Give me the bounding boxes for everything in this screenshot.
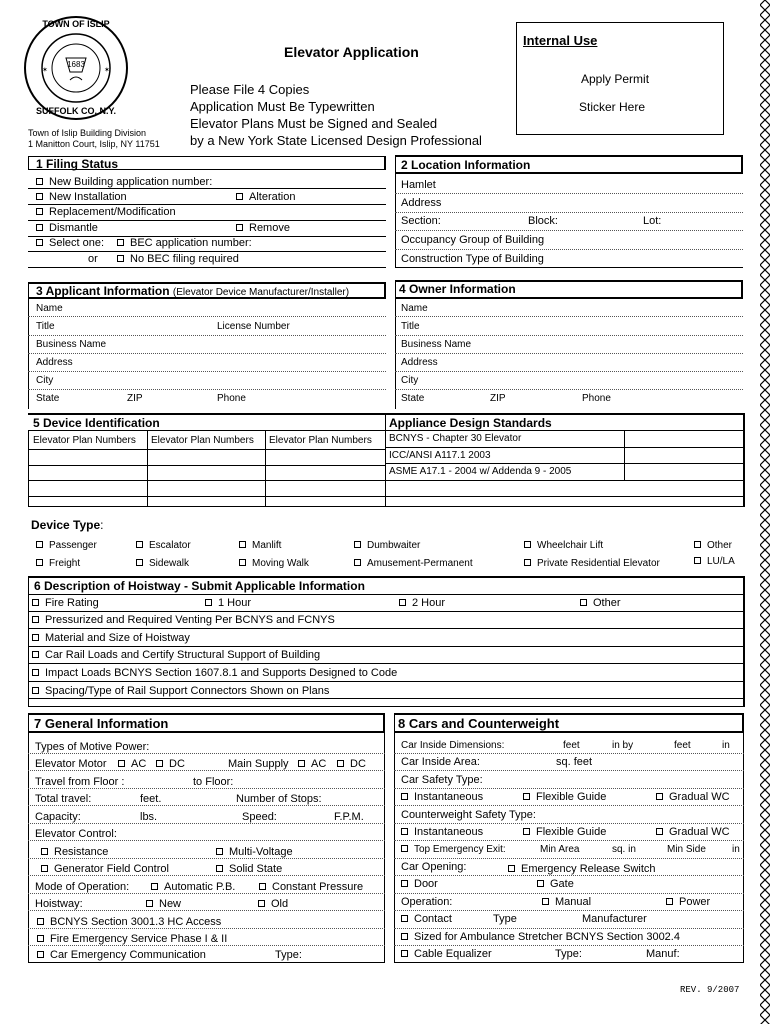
select-one-checkbox[interactable]: [36, 239, 43, 246]
hoistway-new-label: New: [159, 898, 182, 910]
new-installation-checkbox[interactable]: [36, 193, 43, 200]
moving-walk-checkbox[interactable]: [239, 559, 246, 566]
applicant-name-field[interactable]: Name: [36, 303, 63, 314]
fire-rating-label: Fire Rating: [45, 597, 99, 609]
manual-label: Manual: [555, 896, 592, 908]
address-field[interactable]: Address: [401, 197, 442, 209]
cw-gradual-wc-label: Gradual WC: [669, 826, 730, 838]
power-checkbox[interactable]: [666, 898, 673, 905]
applicant-state-field[interactable]: State: [36, 393, 60, 404]
applicant-title-field[interactable]: Title: [36, 321, 55, 332]
escalator-checkbox[interactable]: [136, 541, 143, 548]
moving-walk-label: Moving Walk: [252, 558, 309, 569]
owner-city-field[interactable]: City: [401, 375, 419, 386]
lu-la-label: LU/LA: [707, 556, 735, 567]
dim-in-by-label: in by: [612, 740, 634, 751]
contact-type-label[interactable]: Type: [493, 913, 517, 925]
stretcher-checkbox[interactable]: [401, 933, 408, 940]
new-building-checkbox[interactable]: [36, 178, 43, 185]
dumbwaiter-checkbox[interactable]: [354, 541, 361, 548]
contact-checkbox[interactable]: [401, 915, 408, 922]
mode-of-operation-label: Mode of Operation:: [35, 881, 130, 893]
bec-application-label: BEC application number:: [130, 237, 252, 249]
form-title: Elevator Application: [284, 44, 419, 60]
other-rating-label: Other: [593, 597, 621, 609]
new-installation-label: New Installation: [49, 191, 127, 203]
travel-from-label[interactable]: Travel from Floor :: [35, 776, 125, 788]
pressurized-label: Pressurized and Required Venting Per BCNYS and FCNYS: [45, 614, 335, 626]
one-hour-checkbox[interactable]: [205, 599, 212, 606]
cable-equalizer-checkbox[interactable]: [401, 950, 408, 957]
two-hour-label: 2 Hour: [412, 597, 446, 609]
owner-address-field[interactable]: Address: [401, 357, 438, 368]
plan-numbers-header-3: Elevator Plan Numbers: [269, 435, 372, 446]
dim-feet-label-2: feet: [674, 740, 691, 751]
applicant-phone-field[interactable]: Phone: [217, 393, 246, 404]
stretcher-label: Sized for Ambulance Stretcher BCNYS Section 3002.4: [414, 931, 680, 943]
fpm-label: F.P.M.: [334, 811, 364, 823]
alteration-label: Alteration: [249, 191, 296, 203]
escalator-label: Escalator: [149, 540, 191, 551]
manlift-checkbox[interactable]: [239, 541, 246, 548]
car-rail-loads-label: Car Rail Loads and Certify Structural Support of Building: [45, 649, 321, 661]
main-supply-label: Main Supply: [228, 758, 289, 770]
constant-pressure-label: Constant Pressure: [272, 881, 364, 893]
cw-instantaneous-label: Instantaneous: [414, 826, 484, 838]
elevator-motor-label: Elevator Motor: [35, 758, 107, 770]
number-of-stops-label[interactable]: Number of Stops:: [236, 793, 322, 805]
location-title: 2 Location Information: [401, 158, 531, 172]
owner-phone-field[interactable]: Phone: [582, 393, 611, 404]
top-exit-checkbox[interactable]: [401, 845, 408, 852]
spacing-type-checkbox[interactable]: [32, 687, 39, 694]
resistance-label: Resistance: [54, 846, 109, 858]
total-travel-label[interactable]: Total travel:: [35, 793, 92, 805]
cw-gradual-wc-checkbox[interactable]: [656, 828, 663, 835]
two-hour-checkbox[interactable]: [399, 599, 406, 606]
freight-checkbox[interactable]: [36, 559, 43, 566]
owner-name-field[interactable]: Name: [401, 303, 428, 314]
emergency-release-checkbox[interactable]: [508, 865, 515, 872]
division-name: Town of Islip Building Division: [28, 128, 147, 138]
replacement-checkbox[interactable]: [36, 208, 43, 215]
multi-voltage-label: Multi-Voltage: [229, 846, 293, 858]
standard-icc-ansi: ICC/ANSI A117.1 2003: [389, 450, 491, 461]
select-one-label: Select one:: [49, 237, 105, 249]
remove-label: Remove: [249, 222, 290, 234]
manufacturer-label[interactable]: Manufacturer: [582, 913, 647, 925]
owner-state-field[interactable]: State: [401, 393, 425, 404]
design-standards-title: Appliance Design Standards: [389, 416, 552, 430]
town-seal-icon: [22, 14, 130, 122]
standard-bcnys: BCNYS - Chapter 30 Elevator: [389, 433, 522, 444]
feet-label: feet.: [140, 793, 162, 805]
division-address: 1 Manitton Court, Islip, NY 11751: [28, 139, 160, 149]
motor-dc-label: DC: [169, 758, 185, 770]
applicant-title: 3 Applicant Information: [36, 284, 170, 298]
internal-use-title: Internal Use: [523, 33, 598, 48]
apply-permit-text: Apply Permit: [581, 72, 650, 86]
cars-counterweight-title: 8 Cars and Counterweight: [398, 716, 560, 731]
gate-label: Gate: [550, 878, 574, 890]
plan-numbers-header-2: Elevator Plan Numbers: [151, 435, 254, 446]
instruction-4: by a New York State Licensed Design Professional: [190, 133, 482, 148]
manual-checkbox[interactable]: [542, 898, 549, 905]
car-inside-dimensions-label[interactable]: Car Inside Dimensions:: [401, 740, 505, 751]
seal-bottom-text: SUFFOLK CO. N.Y.: [35, 106, 117, 116]
car-instantaneous-checkbox[interactable]: [401, 793, 408, 800]
license-number-field[interactable]: License Number: [217, 321, 290, 332]
instruction-3: Elevator Plans Must be Signed and Sealed: [190, 116, 438, 131]
cw-flexible-guide-checkbox[interactable]: [523, 828, 530, 835]
alteration-checkbox[interactable]: [236, 193, 243, 200]
other-device-label: Other: [707, 540, 733, 551]
dismantle-checkbox[interactable]: [36, 224, 43, 231]
car-rail-loads-checkbox[interactable]: [32, 651, 39, 658]
section-field[interactable]: Section:: [401, 215, 441, 227]
dismantle-label: Dismantle: [49, 222, 98, 234]
seal-year: 1683: [67, 60, 85, 69]
private-residential-checkbox[interactable]: [524, 559, 531, 566]
car-gradual-wc-checkbox[interactable]: [656, 793, 663, 800]
sticker-here-text: Sticker Here: [579, 100, 646, 114]
replacement-label: Replacement/Modification: [49, 206, 176, 218]
device-type-label: Device Type:: [31, 518, 104, 532]
svg-text:✶: ✶: [104, 66, 110, 74]
bec-application-checkbox[interactable]: [117, 239, 124, 246]
sidewalk-checkbox[interactable]: [136, 559, 143, 566]
passenger-checkbox[interactable]: [36, 541, 43, 548]
motor-ac-label: AC: [131, 758, 147, 770]
speed-label[interactable]: Speed:: [242, 811, 277, 823]
block-field[interactable]: Block:: [528, 215, 558, 227]
lu-la-checkbox[interactable]: [694, 557, 701, 564]
sq-in-label: sq. in: [612, 844, 636, 855]
car-instantaneous-label: Instantaneous: [414, 791, 484, 803]
seal-top-text: TOWN OF ISLIP: [42, 19, 110, 29]
instruction-2: Application Must Be Typewritten: [190, 99, 375, 114]
to-floor-label[interactable]: to Floor:: [193, 776, 234, 788]
solid-state-label: Solid State: [229, 863, 283, 875]
bcnys-hc-access-checkbox[interactable]: [37, 918, 44, 925]
impact-loads-checkbox[interactable]: [32, 669, 39, 676]
constant-pressure-checkbox[interactable]: [259, 883, 266, 890]
applicant-subtitle: (Elevator Device Manufacturer/Installer): [172, 287, 350, 298]
door-checkbox[interactable]: [401, 880, 408, 887]
private-residential-label: Private Residential Elevator: [537, 558, 660, 569]
solid-state-checkbox[interactable]: [216, 865, 223, 872]
standard-asme: ASME A17.1 - 2004 w/ Addenda 9 - 2005: [389, 466, 572, 477]
spacing-type-label: Spacing/Type of Rail Support Connectors Shown on Plans: [45, 685, 330, 697]
top-exit-label: Top Emergency Exit:: [414, 844, 506, 855]
door-label: Door: [414, 878, 438, 890]
cable-equalizer-label: Cable Equalizer: [414, 948, 492, 960]
cw-flexible-guide-label: Flexible Guide: [536, 826, 607, 838]
counterweight-safety-label: Counterweight Safety Type:: [401, 809, 536, 821]
car-emergency-type-label[interactable]: Type:: [275, 949, 302, 961]
hoistway-new-checkbox[interactable]: [146, 900, 153, 907]
car-safety-type-label: Car Safety Type:: [401, 774, 483, 786]
supply-ac-label: AC: [311, 758, 327, 770]
one-hour-label: 1 Hour: [218, 597, 252, 609]
generator-field-checkbox[interactable]: [41, 865, 48, 872]
material-size-label: Material and Size of Hoistway: [45, 632, 190, 644]
device-identification-title: 5 Device Identification: [33, 416, 160, 430]
fire-emergency-label: Fire Emergency Service Phase I & II: [50, 933, 228, 945]
multi-voltage-checkbox[interactable]: [216, 848, 223, 855]
hoistway-old-checkbox[interactable]: [258, 900, 265, 907]
applicant-address-field[interactable]: Address: [36, 357, 73, 368]
new-building-label: New Building application number:: [49, 176, 213, 188]
min-side-in-label: in: [732, 844, 740, 855]
automatic-pb-label: Automatic P.B.: [164, 881, 236, 893]
no-bec-checkbox[interactable]: [117, 255, 124, 262]
other-device-checkbox[interactable]: [694, 541, 701, 548]
generator-field-label: Generator Field Control: [54, 863, 169, 875]
hamlet-field[interactable]: Hamlet: [401, 179, 436, 191]
lbs-label: lbs.: [140, 811, 158, 823]
passenger-label: Passenger: [49, 540, 97, 551]
supply-ac-checkbox[interactable]: [298, 760, 305, 767]
dumbwaiter-label: Dumbwaiter: [367, 540, 421, 551]
amusement-checkbox[interactable]: [354, 559, 361, 566]
internal-use-box: [516, 22, 724, 135]
applicant-zip-field[interactable]: ZIP: [127, 393, 143, 404]
owner-zip-field[interactable]: ZIP: [490, 393, 506, 404]
general-information-title: 7 General Information: [34, 716, 169, 731]
owner-title: 4 Owner Information: [399, 282, 516, 296]
cw-instantaneous-checkbox[interactable]: [401, 828, 408, 835]
fire-rating-checkbox[interactable]: [32, 599, 39, 606]
emergency-release-label: Emergency Release Switch: [521, 863, 656, 875]
hoistway-old-label: Old: [271, 898, 289, 910]
pressurized-checkbox[interactable]: [32, 616, 39, 623]
decorative-border: [760, 0, 770, 1024]
power-label: Power: [679, 896, 711, 908]
supply-dc-checkbox[interactable]: [337, 760, 344, 767]
car-opening-label: Car Opening:: [401, 861, 467, 873]
min-side-label[interactable]: Min Side: [667, 844, 706, 855]
owner-title-field[interactable]: Title: [401, 321, 420, 332]
filing-status-title: 1 Filing Status: [36, 157, 119, 171]
revision-label: REV. 9/2007: [680, 985, 740, 995]
motor-ac-checkbox[interactable]: [118, 760, 125, 767]
plan-numbers-header-1: Elevator Plan Numbers: [33, 435, 136, 446]
impact-loads-label: Impact Loads BCNYS Section 1607.8.1 and Supports Designed to Code: [45, 667, 398, 679]
operation-label: Operation:: [401, 896, 453, 908]
no-bec-label: No BEC filing required: [130, 253, 239, 265]
sq-feet-label: sq. feet: [556, 756, 593, 768]
freight-label: Freight: [49, 558, 81, 569]
applicant-business-field[interactable]: Business Name: [36, 339, 107, 350]
car-emergency-checkbox[interactable]: [37, 951, 44, 958]
equalizer-manuf-label[interactable]: Manuf:: [646, 948, 680, 960]
construction-field[interactable]: Construction Type of Building: [401, 253, 544, 265]
motive-power-label: Types of Motive Power:: [35, 741, 150, 753]
car-emergency-label: Car Emergency Communication: [50, 949, 206, 961]
car-inside-area-label[interactable]: Car Inside Area:: [401, 756, 480, 768]
equalizer-type-label[interactable]: Type:: [555, 948, 582, 960]
bcnys-hc-access-label: BCNYS Section 3001.3 HC Access: [50, 916, 222, 928]
elevator-control-label: Elevator Control:: [35, 828, 117, 840]
owner-business-field[interactable]: Business Name: [401, 339, 472, 350]
sidewalk-label: Sidewalk: [149, 558, 190, 569]
motor-dc-checkbox[interactable]: [156, 760, 163, 767]
contact-label: Contact: [414, 913, 452, 925]
other-rating-checkbox[interactable]: [580, 599, 587, 606]
supply-dc-label: DC: [350, 758, 366, 770]
dim-in-label: in: [722, 740, 730, 751]
hoistway-title: 6 Description of Hoistway - Submit Applicable Information: [34, 579, 365, 593]
automatic-pb-checkbox[interactable]: [151, 883, 158, 890]
applicant-city-field[interactable]: City: [36, 375, 54, 386]
hoistway-label: Hoistway:: [35, 898, 83, 910]
remove-checkbox[interactable]: [236, 224, 243, 231]
wheelchair-lift-checkbox[interactable]: [524, 541, 531, 548]
occupancy-field[interactable]: Occupancy Group of Building: [401, 234, 545, 246]
amusement-label: Amusement-Permanent: [367, 558, 473, 569]
instruction-1: Please File 4 Copies: [190, 82, 310, 97]
svg-text:✶: ✶: [42, 66, 48, 74]
wheelchair-lift-label: Wheelchair Lift: [537, 540, 604, 551]
car-flexible-guide-label: Flexible Guide: [536, 791, 607, 803]
lot-field[interactable]: Lot:: [643, 215, 662, 227]
resistance-checkbox[interactable]: [41, 848, 48, 855]
car-flexible-guide-checkbox[interactable]: [523, 793, 530, 800]
fire-emergency-checkbox[interactable]: [37, 935, 44, 942]
or-label: or: [88, 253, 98, 265]
capacity-label[interactable]: Capacity:: [35, 811, 81, 823]
material-size-checkbox[interactable]: [32, 634, 39, 641]
gate-checkbox[interactable]: [537, 880, 544, 887]
dim-feet-label-1: feet: [563, 740, 580, 751]
car-gradual-wc-label: Gradual WC: [669, 791, 730, 803]
min-area-label[interactable]: Min Area: [540, 844, 580, 855]
manlift-label: Manlift: [252, 540, 282, 551]
